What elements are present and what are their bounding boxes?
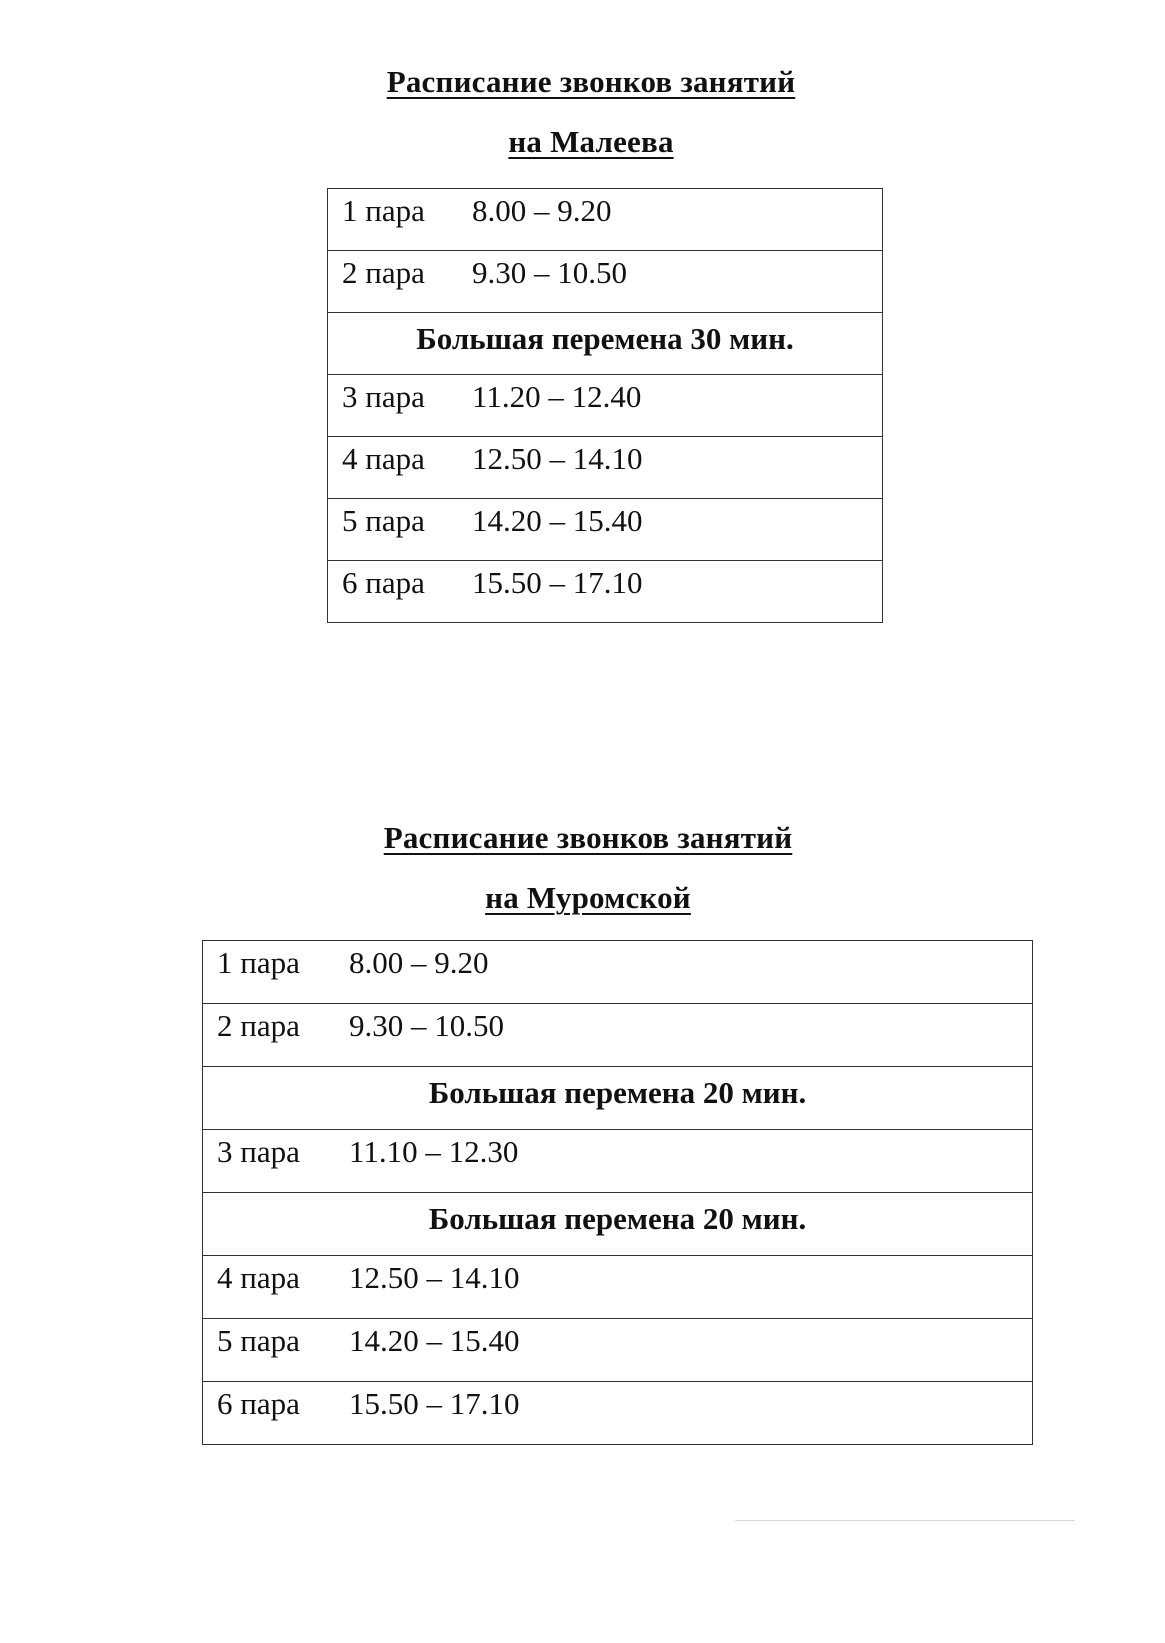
pair-time: 15.50 – 17.10 — [349, 1386, 520, 1421]
table-row — [328, 251, 883, 313]
pair-cell — [328, 375, 883, 437]
pair-label: 5 пара — [342, 503, 425, 538]
pair-time: 11.10 – 12.30 — [349, 1134, 519, 1169]
pair-label: 2 пара — [217, 1008, 300, 1043]
scan-artifact-line — [735, 1520, 1075, 1521]
pair-label: 3 пара — [217, 1134, 300, 1169]
pair-time: 9.30 – 10.50 — [472, 255, 627, 290]
pair-label: 1 пара — [342, 193, 425, 228]
break-cell — [203, 1067, 1033, 1130]
pair-cell — [203, 1004, 1033, 1067]
table-row — [328, 189, 883, 251]
section-title-muromskaya-line1: Расписание звонков занятий — [383, 820, 793, 855]
break-text: Большая перемена 20 мин. — [428, 1201, 807, 1236]
pair-label: 3 пара — [342, 379, 425, 414]
section-title-muromskaya-line2: на Муромской — [485, 880, 691, 915]
pair-cell — [328, 499, 883, 561]
break-cell — [203, 1193, 1033, 1256]
pair-time: 15.50 – 17.10 — [472, 565, 643, 600]
pair-cell — [328, 189, 883, 251]
schedule-table-maleeva — [327, 188, 883, 623]
pair-time: 14.20 – 15.40 — [472, 503, 643, 538]
pair-label: 6 пара — [217, 1386, 300, 1421]
table-row — [203, 1004, 1033, 1067]
pair-label: 6 пара — [342, 565, 425, 600]
pair-label: 1 пара — [217, 945, 300, 980]
pair-cell — [203, 1382, 1033, 1445]
pair-cell — [328, 251, 883, 313]
pair-time: 8.00 – 9.20 — [349, 945, 489, 980]
table-row — [203, 1130, 1033, 1193]
pair-time: 14.20 – 15.40 — [349, 1323, 520, 1358]
pair-cell — [203, 1256, 1033, 1319]
table-row — [328, 561, 883, 623]
pair-cell — [203, 941, 1033, 1004]
table-row — [328, 437, 883, 499]
pair-time: 11.20 – 12.40 — [472, 379, 642, 414]
pair-label: 4 пара — [217, 1260, 300, 1295]
pair-cell — [203, 1130, 1033, 1193]
pair-time: 12.50 – 14.10 — [472, 441, 643, 476]
table-row — [203, 1382, 1033, 1445]
pair-cell — [328, 561, 883, 623]
break-row — [203, 1067, 1033, 1130]
pair-time: 8.00 – 9.20 — [472, 193, 612, 228]
table-row — [203, 941, 1033, 1004]
table-row — [328, 375, 883, 437]
break-row — [203, 1193, 1033, 1256]
section-title-maleeva-line2: на Малеева — [508, 124, 674, 159]
break-text: Большая перемена 20 мин. — [428, 1075, 807, 1110]
table-row — [328, 499, 883, 561]
break-cell — [328, 313, 883, 375]
pair-label: 4 пара — [342, 441, 425, 476]
break-row — [328, 313, 883, 375]
pair-cell — [328, 437, 883, 499]
pair-time: 9.30 – 10.50 — [349, 1008, 504, 1043]
pair-time: 12.50 – 14.10 — [349, 1260, 520, 1295]
pair-cell — [203, 1319, 1033, 1382]
section-title-maleeva-line1: Расписание звонков занятий — [386, 64, 796, 99]
pair-label: 5 пара — [217, 1323, 300, 1358]
table-row — [203, 1256, 1033, 1319]
break-text: Большая перемена 30 мин. — [416, 321, 794, 356]
schedule-table-muromskaya — [202, 940, 1033, 1445]
table-row — [203, 1319, 1033, 1382]
pair-label: 2 пара — [342, 255, 425, 290]
